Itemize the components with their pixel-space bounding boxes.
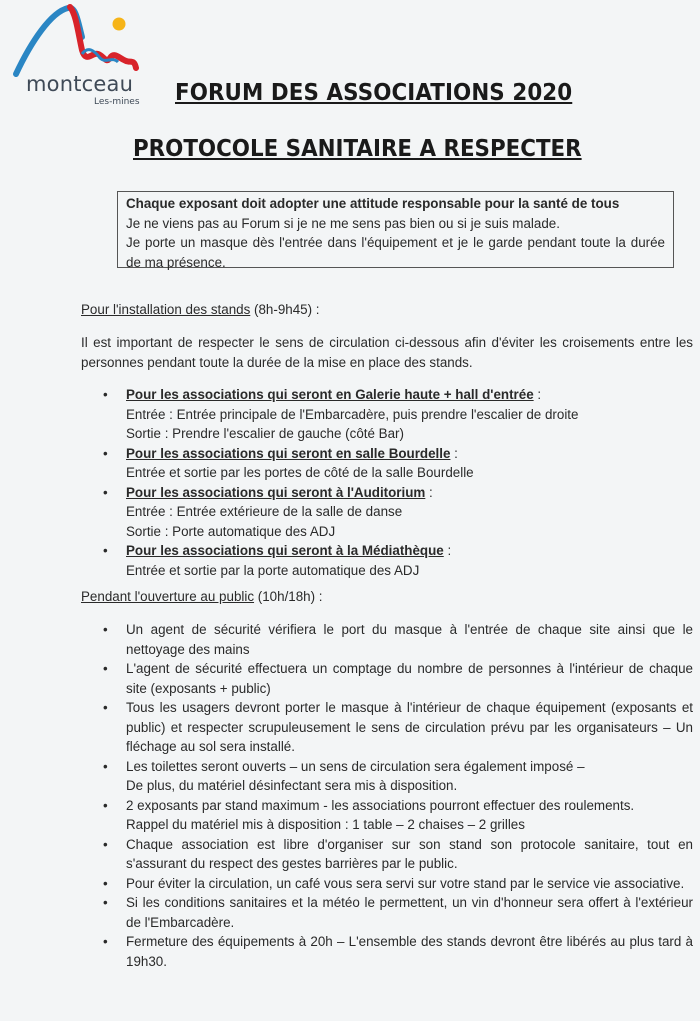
bullet-icon: • <box>103 700 108 715</box>
opening-hours: (10h/18h) : <box>254 589 323 604</box>
montceau-logo <box>6 2 156 107</box>
list-item-heading: Pour les associations qui seront en Galerie haute + hall d'entrée <box>126 387 534 402</box>
list-item: • Pour les associations qui seront en salle Bourdelle : Entrée et sortie par les portes de côté de la salle Bourdelle <box>101 444 661 483</box>
list-item-heading: Pour les associations qui seront à l'Auditorium <box>126 484 426 500</box>
bullet-icon: • <box>103 758 108 774</box>
logo-ribbon-icon <box>6 2 156 82</box>
list-item-text: Chaque association est libre d'organiser sur son stand son protocole sanitaire, tout en s'assurant du respect des gestes barrières par le public. <box>126 836 693 871</box>
installation-heading <box>81 302 320 317</box>
notice-line: Je porte un masque dès l'entrée dans l'équipement et je le garde pendant toute la durée de ma présence. <box>126 235 665 270</box>
installation-heading-label: Pour l'installation des stands <box>81 302 251 317</box>
list-item <box>101 893 693 932</box>
opening-heading <box>81 589 323 604</box>
list-item-heading: Pour les associations qui seront en salle Bourdelle <box>126 445 451 461</box>
list-item <box>101 698 693 757</box>
list-item-line: Entrée : Entrée extérieure de la salle de danse <box>126 504 403 519</box>
document-title: FORUM DES ASSOCIATIONS 2020 <box>175 80 573 106</box>
list-item-text: Pour éviter la circulation, un café vous sera servi sur votre stand par le service vie associative. <box>126 875 685 891</box>
list-item: • Pour les associations qui seront à l'Auditorium : Entrée : Entrée extérieure de la salle de danse Sortie : Porte automatique des ADJ <box>101 483 661 542</box>
list-item <box>101 757 693 796</box>
logo-wordmark: montceau <box>26 72 134 96</box>
installation-hours: (8h-9h45) : <box>250 302 320 317</box>
list-item-text: Si les conditions sanitaires et la météo le permettent, un vin d'honneur sera offert à l'extérieur de l'Embarcadère. <box>126 895 693 930</box>
list-item-text: Tous les usagers devront porter le masque à l'intérieur de chaque équipement (exposants et public) et respecter scrupuleusement le sens de circulation prévu par les organisateurs – Un fléchage au sol sera installé. <box>126 700 693 754</box>
bullet-icon: • <box>103 836 108 852</box>
list-item <box>101 659 693 698</box>
bullet-icon: • <box>103 797 108 813</box>
bullet-icon: • <box>103 661 108 676</box>
list-item: • Pour les associations qui seront en Galerie haute + hall d'entrée : Entrée : Entrée principale de l'Embarcadère, puis prendre l'escalier de droite Sortie : Prendre l'escalier de gauche (côté Bar) <box>101 385 661 444</box>
list-item-text: Fermeture des équipements à 20h – L'ensemble des stands devront être libérés au plus tard à 19h30. <box>126 934 693 969</box>
bullet-icon: • <box>103 484 108 500</box>
notice-heading: Chaque exposant doit adopter une attitude responsable pour la santé de tous <box>126 196 620 211</box>
list-item: • Pour les associations qui seront à la Médiathèque : Entrée et sortie par la porte automatique des ADJ <box>101 541 661 580</box>
list-item <box>101 620 693 659</box>
list-item-extra: De plus, du matériel désinfectant sera mis à disposition. <box>126 778 458 793</box>
list-item-line: Sortie : Prendre l'escalier de gauche (côté Bar) <box>126 426 404 441</box>
list-item-line: Entrée et sortie par les portes de côté de la salle Bourdelle <box>126 465 474 480</box>
list-item <box>101 835 693 874</box>
list-item-heading: Pour les associations qui seront à la Médiathèque <box>126 543 444 558</box>
list-item-line: Entrée et sortie par la porte automatique des ADJ <box>126 562 420 578</box>
bullet-icon: • <box>103 622 108 637</box>
bullet-icon: • <box>103 445 108 461</box>
list-item-text: L'agent de sécurité effectuera un comptage du nombre de personnes à l'intérieur de chaque site (exposants + public) <box>126 661 693 696</box>
list-item <box>101 874 693 894</box>
bullet-icon: • <box>103 875 108 891</box>
list-item-line: Sortie : Porte automatique des ADJ <box>126 523 336 539</box>
notice-box <box>117 191 674 268</box>
list-item-text: Les toilettes seront ouverts – un sens de circulation sera également imposé – <box>126 758 585 774</box>
bullet-icon: • <box>103 895 108 910</box>
list-item-extra: Rappel du matériel mis à disposition : 1 table – 2 chaises – 2 grilles <box>126 817 525 832</box>
installation-intro: Il est important de respecter le sens de circulation ci-dessous afin d'éviter les croisements entre les personnes pendant toute la durée de la mise en place des stands. <box>81 335 693 370</box>
opening-list <box>101 620 693 971</box>
installation-list <box>101 385 661 580</box>
list-item-text: Un agent de sécurité vérifiera le port du masque à l'entrée de chaque site ainsi que le nettoyage des mains <box>126 622 693 657</box>
list-item <box>101 796 693 835</box>
logo-subtitle: Les-mines <box>94 97 140 107</box>
opening-heading-label: Pendant l'ouverture au public <box>81 589 255 604</box>
bullet-icon: • <box>103 934 108 949</box>
list-item-text: 2 exposants par stand maximum - les associations pourront effectuer des roulements. <box>126 797 635 813</box>
bullet-icon: • <box>103 387 108 402</box>
notice-line: Je ne viens pas au Forum si je ne me sens pas bien ou si je suis malade. <box>126 215 560 231</box>
list-item-line: Entrée : Entrée principale de l'Embarcadère, puis prendre l'escalier de droite <box>126 406 579 422</box>
bullet-icon: • <box>103 543 108 558</box>
document-subtitle: PROTOCOLE SANITAIRE A RESPECTER <box>133 136 582 162</box>
list-item <box>101 932 693 971</box>
